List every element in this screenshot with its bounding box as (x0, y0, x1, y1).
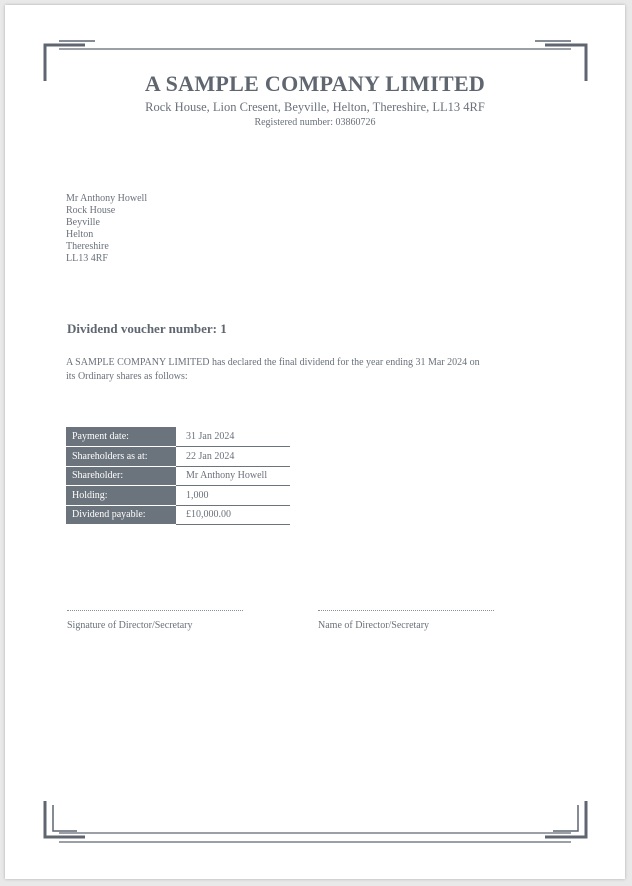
payment-date-label: Payment date: (66, 427, 176, 447)
dividend-declaration: A SAMPLE COMPANY LIMITED has declared the final dividend for the year ending 31 Mar 2024 on its Ordinary shares as follows: (66, 357, 480, 382)
registered-number: Registered number: 03860726 (254, 117, 376, 128)
table-row (66, 427, 290, 447)
company-name: A SAMPLE COMPANY LIMITED (144, 71, 486, 96)
dividend-details-table (66, 427, 290, 525)
table-row (66, 486, 290, 506)
signature-line (67, 610, 243, 611)
holding-value: 1,000 (176, 486, 290, 506)
recipient-line: Thereshire (66, 241, 109, 252)
document-page (5, 5, 625, 879)
table-row (66, 466, 290, 486)
table-row (66, 505, 290, 525)
recipient-line: Beyville (66, 217, 100, 228)
voucher-title: Dividend voucher number: 1 (67, 321, 227, 336)
recipient-address (66, 193, 147, 265)
dividend-payable-label: Dividend payable: (66, 505, 176, 525)
recipient-line: Rock House (66, 205, 116, 216)
dividend-payable-value: £10,000.00 (176, 505, 290, 525)
holding-label: Holding: (66, 486, 176, 506)
recipient-line: Mr Anthony Howell (66, 193, 148, 204)
recipient-line: Helton (66, 229, 94, 240)
recipient-line: LL13 4RF (66, 253, 108, 264)
name-label: Name of Director/Secretary (318, 620, 430, 631)
shareholder-value: Mr Anthony Howell (176, 466, 290, 486)
shareholder-label: Shareholder: (66, 466, 176, 486)
table-row (66, 447, 290, 467)
name-line (318, 610, 494, 611)
company-address: Rock House, Lion Cresent, Beyville, Helton, Thereshire, LL13 4RF (145, 100, 485, 114)
signature-label: Signature of Director/Secretary (67, 620, 193, 631)
shareholders-as-at-value: 22 Jan 2024 (176, 447, 290, 467)
payment-date-value: 31 Jan 2024 (176, 427, 290, 447)
shareholders-as-at-label: Shareholders as at: (66, 447, 176, 467)
